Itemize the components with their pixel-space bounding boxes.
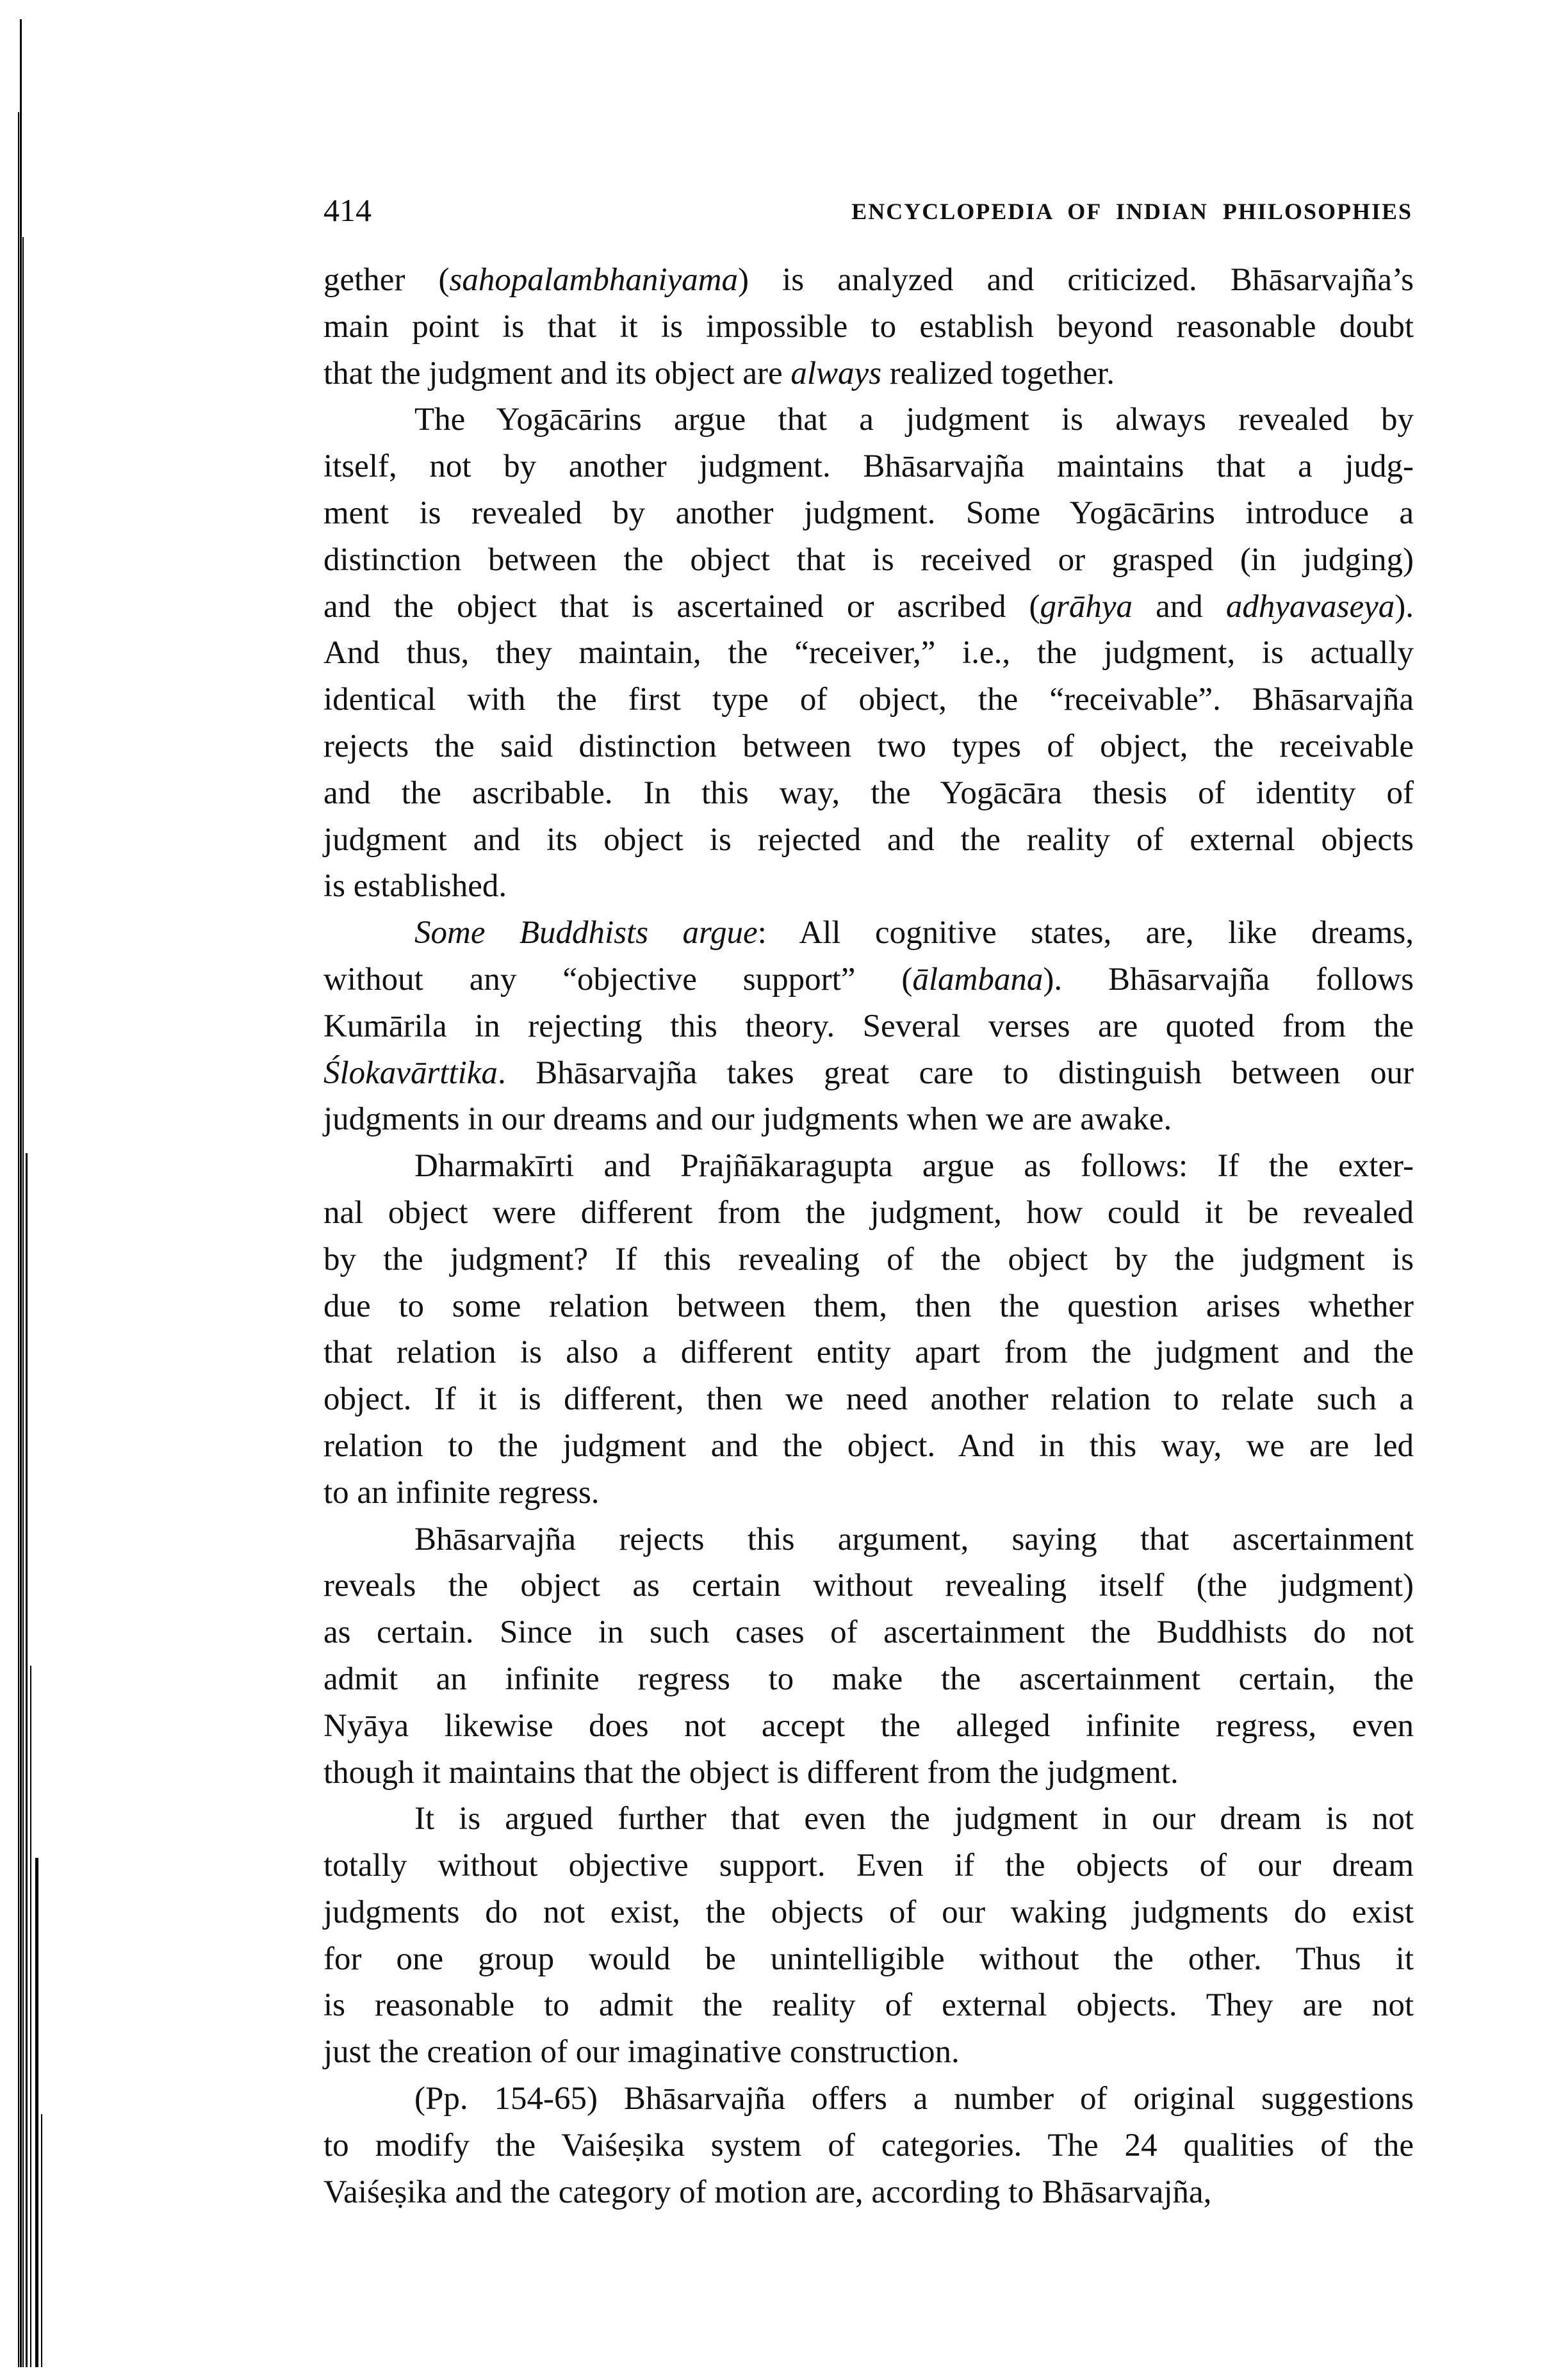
text-line: [323, 956, 1414, 1003]
text-line: [323, 677, 1414, 723]
text-run: itself, not by another judgment. Bhāsarvajña maintains that a judg-: [323, 448, 1414, 485]
scan-edge-line: [26, 1153, 28, 2367]
page-number: 414: [323, 192, 372, 228]
text-line: [323, 1516, 1414, 1563]
text-line: [323, 1563, 1414, 1609]
text-run: ). Bhāsarvajña follows: [1043, 961, 1414, 997]
text-line: [323, 1283, 1414, 1330]
text-line: [323, 397, 1414, 443]
text-line: [323, 1936, 1414, 1983]
text-line: [323, 1329, 1414, 1376]
text-run: just the creation of our imaginative construction.: [323, 2034, 960, 2071]
text-run: The Yogācārins argue that a judgment is always revealed by: [414, 402, 1414, 438]
text-line: [323, 490, 1414, 537]
text-run: ) is analyzed and criticized. Bhāsarvajña’s: [738, 262, 1414, 298]
text-run: that relation is also a different entity apart from the judgment and the: [323, 1334, 1414, 1371]
text-line: [323, 537, 1414, 584]
text-run: Dharmakīrti and Prajñākaragupta argue as follows: If the exter-: [414, 1148, 1414, 1185]
text-run: judgments in our dreams and our judgments when we are awake.: [323, 1101, 1172, 1138]
text-run: that the judgment and its object are: [323, 355, 791, 391]
text-run: realized together.: [881, 355, 1115, 391]
paragraph: [323, 397, 1414, 910]
text-run: though it maintains that the object is different from the judgment.: [323, 1754, 1179, 1791]
text-run: Kumārila in rejecting this theory. Several verses are quoted from the: [323, 1008, 1414, 1044]
text-run: to modify the Vaiśeṣika system of categories. The 24 qualities of the: [323, 2127, 1414, 2163]
text-line: [323, 1889, 1414, 1936]
scan-edge-line: [20, 19, 22, 2367]
text-line: [323, 1143, 1414, 1190]
italic-term: always: [790, 355, 882, 391]
text-run: Nyāya likewise does not accept the alleged infinite regress, even: [323, 1707, 1414, 1744]
text-run: . Bhāsarvajña takes great care to distinguish between our: [497, 1055, 1414, 1091]
text-line: [323, 304, 1414, 350]
text-line: [323, 723, 1414, 770]
text-run: object. If it is different, then we need another relation to relate such a: [323, 1381, 1414, 1418]
text-run: totally without objective support. Even if the objects of our dream: [323, 1848, 1414, 1884]
paragraph: [323, 1143, 1414, 1516]
text-line: [323, 2169, 1414, 2216]
paragraph: [323, 1796, 1414, 2076]
text-line: [323, 1190, 1414, 1236]
text-line: [323, 1982, 1414, 2029]
paragraph: [323, 2076, 1414, 2215]
body-text: [323, 257, 1414, 2215]
text-line: [323, 2076, 1414, 2122]
text-line: [323, 817, 1414, 864]
text-line: [323, 1376, 1414, 1423]
text-run: (Pp. 154-65) Bhāsarvajña offers a number of original suggestions: [414, 2081, 1414, 2117]
text-run: by the judgment? If this revealing of the object by the judgment is: [323, 1241, 1414, 1277]
text-run: relation to the judgment and the object. And in this way, we are led: [323, 1427, 1414, 1464]
text-line: [323, 1003, 1414, 1050]
text-run: judgments do not exist, the objects of our waking judgments do exist: [323, 1894, 1414, 1930]
text-line: [323, 1842, 1414, 1889]
text-line: [323, 1050, 1414, 1097]
text-line: [323, 630, 1414, 677]
text-run: judgment and its object is rejected and the reality of external objects: [323, 821, 1414, 858]
text-line: [323, 584, 1414, 630]
text-line: [323, 910, 1414, 956]
text-line: [323, 1609, 1414, 1656]
text-line: [323, 1423, 1414, 1470]
italic-term: Some Buddhists argue: [414, 915, 758, 951]
scan-edge-line: [18, 112, 19, 2367]
italic-term: grāhya: [1040, 588, 1133, 625]
text-run: to an infinite regress.: [323, 1474, 600, 1511]
running-header: [323, 191, 1412, 229]
text-run: and the ascribable. In this way, the Yogācāra thesis of identity of: [323, 775, 1414, 811]
text-run: It is argued further that even the judgment in our dream is not: [414, 1801, 1414, 1837]
text-run: Vaiśeṣika and the category of motion are, according to Bhāsarvajña,: [323, 2174, 1212, 2210]
text-line: [323, 863, 1414, 910]
paragraph: [323, 910, 1414, 1143]
text-run: ment is revealed by another judgment. Some Yogācārins introduce a: [323, 495, 1414, 531]
italic-term: ālambana: [912, 961, 1043, 997]
text-line: [323, 257, 1414, 304]
text-run: Bhāsarvajña rejects this argument, saying that ascertainment: [414, 1521, 1414, 1557]
text-line: [323, 350, 1414, 397]
text-line: [323, 1236, 1414, 1283]
text-line: [323, 1703, 1414, 1750]
italic-term: Ślokavārttika: [323, 1055, 498, 1091]
text-run: identical with the first type of object, the “receivable”. Bhāsarvajña: [323, 682, 1414, 718]
text-line: [323, 1750, 1414, 1796]
text-run: reveals the object as certain without revealing itself (the judgment): [323, 1568, 1414, 1604]
text-run: and the object that is ascertained or ascribed (: [323, 588, 1040, 625]
text-run: And thus, they maintain, the “receiver,” i.e., the judgment, is actually: [323, 635, 1414, 671]
scan-edge-line: [41, 2114, 42, 2367]
text-run: for one group would be unintelligible without the other. Thus it: [323, 1941, 1414, 1977]
scan-edge-line: [35, 1858, 38, 2367]
text-run: and: [1133, 588, 1226, 625]
running-title: ENCYCLOPEDIA OF INDIAN PHILOSOPHIES: [851, 199, 1412, 224]
text-run: nal object were different from the judgment, how could it be revealed: [323, 1194, 1414, 1231]
text-run: rejects the said distinction between two types of object, the receivable: [323, 728, 1414, 764]
text-line: [323, 2122, 1414, 2169]
text-line: [323, 443, 1414, 490]
italic-term: sahopalambhaniyama: [449, 262, 739, 298]
scan-edge-line: [22, 237, 24, 2367]
text-line: [323, 1096, 1414, 1143]
text-run: due to some relation between them, then the question arises whether: [323, 1288, 1414, 1324]
text-run: : All cognitive states, are, like dreams,: [757, 915, 1414, 951]
text-run: distinction between the object that is received or grasped (in judging): [323, 541, 1414, 578]
text-run: admit an infinite regress to make the ascertainment certain, the: [323, 1661, 1414, 1697]
text-run: gether (: [323, 262, 450, 298]
text-line: [323, 2029, 1414, 2076]
text-run: is established.: [323, 868, 507, 905]
paragraph: [323, 1516, 1414, 1796]
text-line: [323, 1796, 1414, 1842]
paragraph: [323, 257, 1414, 397]
text-run: as certain. Since in such cases of ascertainment the Buddhists do not: [323, 1614, 1414, 1651]
italic-term: adhyavaseya: [1225, 588, 1395, 625]
text-run: ).: [1395, 588, 1414, 625]
text-line: [323, 1470, 1414, 1516]
text-line: [323, 770, 1414, 817]
text-line: [323, 1656, 1414, 1703]
scan-edge-line: [30, 1666, 31, 2367]
text-run: is reasonable to admit the reality of external objects. They are not: [323, 1987, 1414, 2024]
text-run: main point is that it is impossible to establish beyond reasonable doubt: [323, 308, 1414, 345]
text-run: without any “objective support” (: [323, 961, 913, 997]
